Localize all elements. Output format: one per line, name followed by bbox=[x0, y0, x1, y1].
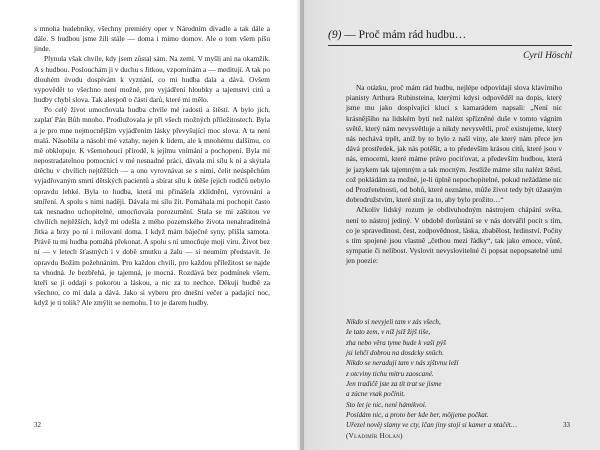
poem-line: jsi lehčí dobrou na dosdcky snûch. bbox=[346, 349, 444, 358]
book-gutter bbox=[296, 0, 304, 450]
poem-line: Nikdo si nevyjeli tam v zás všech, bbox=[346, 318, 441, 326]
chapter-title bbox=[328, 28, 572, 42]
poem-line: Uřezel nověj slamy ve cty, lčan jiny stojí si kamer a ntačét… bbox=[346, 421, 517, 430]
right-page-number: 33 bbox=[563, 421, 570, 429]
chapter-author: Cyril Höschl bbox=[523, 51, 572, 61]
poem-line: z otcviny tichu mitru zaoscané. bbox=[346, 369, 434, 378]
poem-line: a zúcne vsak počínit. bbox=[346, 390, 406, 399]
right-paragraph-2: Ačkoliv lidský rozum je obdivuhodným nástrojem chápání světa, není to nástroj jediný. V obdobě dorůstání se v nás dotvářil pocit s tím, co je spravedlnost, čest, zodpovědnost, láska, zbabělost, hrdinství. Počity s tím spojené jsou vlastně „četbou mezi řádky“, tak jako emoce, vůně, sympatie či nelibost. Vyslovit nevyslovitelné či popsat nepopsatelné umí jen poezie: bbox=[346, 205, 562, 266]
poem-line: Sto let je nic, není hámikvoi. bbox=[346, 400, 427, 409]
poem-line: zha nebo věra tyme bude k vaši pýš bbox=[346, 338, 446, 347]
left-page-number: 32 bbox=[34, 421, 41, 429]
left-paragraph-2: Plynula však chvíle, kdy jsem zůstal sám. Na zemi. V myšli ani na okamžik. A s hudbou. Poslouchám ji v duchu s Jitkou, vzpomínám a — meditují. A tak po dlouhém úvodu dospívám k vyznání, co mi hudba dala a dává. Ovšem vypovědět to všechno není možné, pro vyjádření hloubky a tajemství citů a hudby chybí slova. Tak alespoň o části darů, které mi mělo. bbox=[34, 54, 270, 105]
chapter-number: (9) bbox=[328, 29, 342, 41]
chapter-heading bbox=[328, 28, 572, 42]
right-page-body bbox=[346, 83, 562, 267]
left-page-body bbox=[34, 24, 270, 308]
poem-line: Nikdo se neradují tam v nás zjštvnu leží bbox=[346, 359, 459, 368]
poem bbox=[346, 317, 562, 441]
heading-rule bbox=[328, 45, 572, 46]
left-paragraph-3: Po celý život umocňovala hudba chvíle mé radosti a štěstí. A bylo jich, zaplať Pán Bůh mnoho. Prodlužovala je při všech možných příležitostech. Byla a je pro mne nejmocnějším vyjádřením lásky převyšující moc slova. A ta není malá. Násobila a násobí mé vztahy, nejen k lidem, ale k mnohému dalšímu, co mě obklopuje. K všemohoucí přírodě, k jejímu vnímání a pochopení. Byla mi nepostradatelnou pomocnicí v mé nesnadné práci, dávala mi sílu k ní a skýtala útěchu v chvílích nejtěžších — a ono vyrovnávat se s nimi, čelit neúspěchům vyjadřovaným smrtí dětských pacientů a sbírat sílu k útěše jejich rodičů nebylo opravdu lehké. Byla to hudba, která mi přinášela zklidnění, vyrovnání a smíření. A spolu s nimi naději. Dávala mi sílu žít. Pomáhala mi pochopit často tak nesnadno uchopitelné, umocňovala porozumění. Stala se mi záštitou ve chvílích nejtěžších, když mi odešla z mého pozemského života nenahraditelná Jitka a brzy po ní i milovaní doma. I když mám báječné syny, přišla samota. Právě tu mi hudba pomáhá překonat. A spolu s ní umocňuje moji víru. Život bez ní — v letech šťastných i v době smutku a žalu — si neumím představit. Je opravdu Božím požehnáním. Pro každou chvíli, pro každou příležitost se najde ta vhodná. Je bezbřehá, je tajemná, je mocná. Rozdává bez podmínek všem, kteří se jí oddají s pokorou a láskou, a nic za to nechce. Děkuji hudbě za všechno, co mi dala a dává. Jako si vyberu pro dnešní večer a padající noc, když je ti tolik? Ale zmýlit se nemohu. I to je darem hudby. bbox=[34, 105, 270, 308]
poem-line: že tato zem, v níž jsiž žijš tiše, bbox=[346, 328, 431, 337]
left-paragraph-1: s mnoha hudebníky, všechny premiéry oper v Národním divadle a tak dále a dále. S hudbou jsme žili stále — doma i mimo domov. Ale o tom všem píšu jinde. bbox=[34, 24, 270, 54]
right-page bbox=[300, 0, 600, 450]
poem-author: (Vladimír Holan) bbox=[346, 431, 403, 440]
right-paragraph-1: Na otázku, proč mám rád hudbu, nejlépe odpovídají slova klavírního pianisty Arthura Rubinsteina, kterými kdysi odpověděl na dopis, který jsme mu jako dospívající kluci s kamarádem napsali: „Není nic krásnějšího na lidském bytí než nalézt spřízněné duše v tomto vágním světě, který nám nevysvětluje a nikdy nevysvětlí, proč existujeme, který nás nechává trpět, aniž by to bylo z naší viny, ale který nám přece jen dává prostředek, jak nás potěšit, a to především krásou citů, které jsou v nás, emocemi, které máme právo pociťovat, a především hudbou, která je jazykem tak tajemným a tak mocným. Jestliže máme sílu nalézt štěstí, což pokládám za možné, je-li úplně nepochopitelné, pokud nežádáme nic od Prozřetelnosti, od bohů, které neznáme, může život tedy být úžasným dobrodružstvím, které stojí za to, aby bylo prožito…“ bbox=[346, 83, 562, 205]
poem-line: Posídám nic, a proto ber kde ber, môjjeme počkat. bbox=[346, 411, 489, 420]
chapter-title-text: — Proč mám rád hudbu… bbox=[344, 29, 467, 41]
poem-line: Jen tradičě jste za tít trat se jisme bbox=[346, 380, 442, 389]
